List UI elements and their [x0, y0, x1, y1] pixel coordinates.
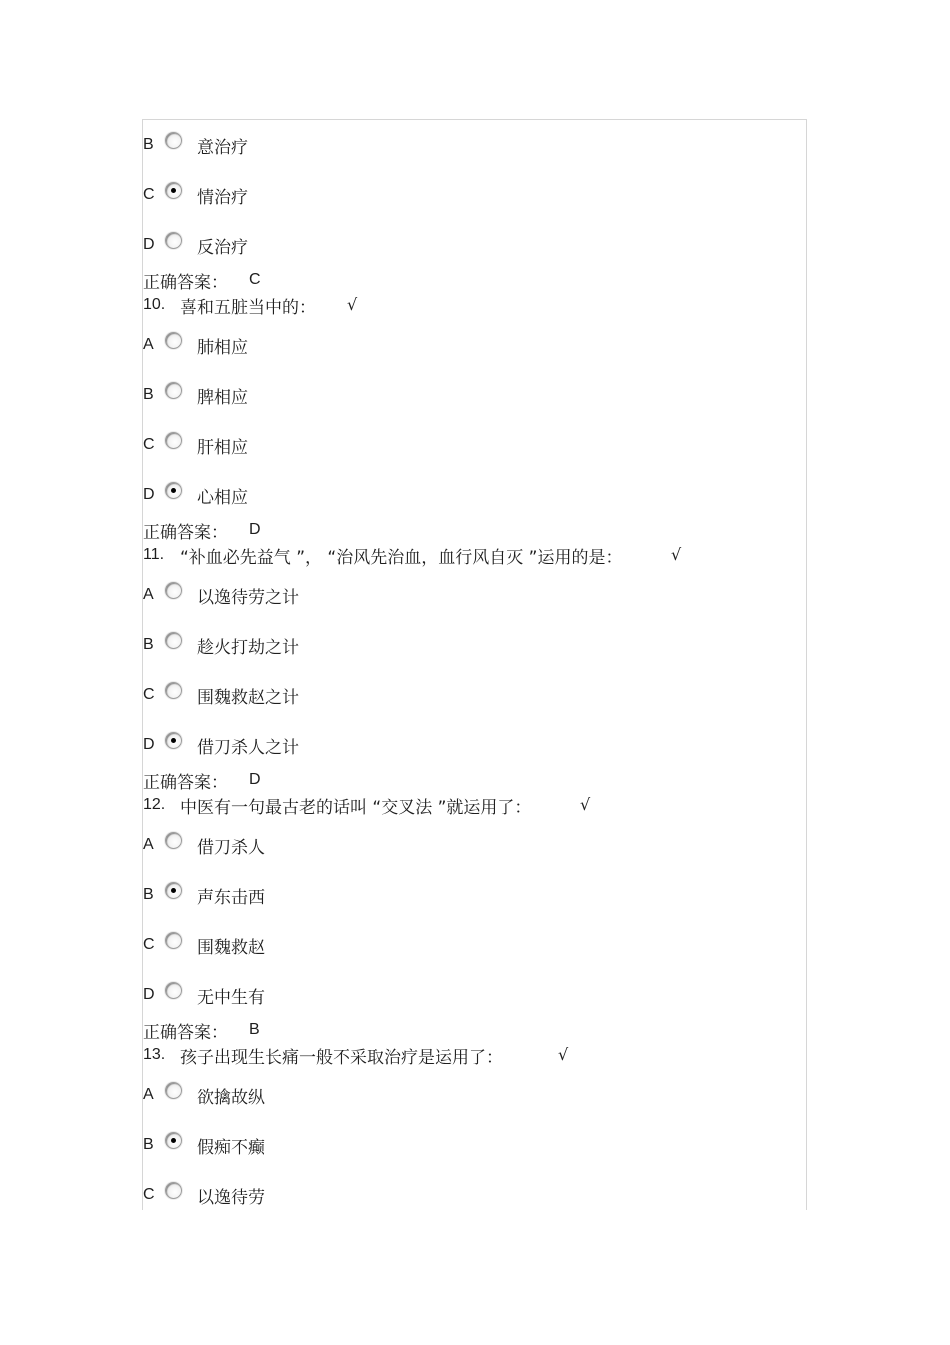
option-letter: C	[143, 186, 155, 203]
radio-button[interactable]	[165, 832, 182, 849]
question-row	[143, 290, 806, 320]
option-letter: D	[143, 486, 155, 503]
correct-answer-row	[143, 770, 806, 793]
correct-answer-label: 正确答案：	[143, 1022, 228, 1043]
radio-button[interactable]	[165, 332, 182, 349]
question-number: 10.	[143, 296, 166, 313]
option-row	[143, 170, 806, 220]
option-row	[143, 870, 806, 920]
option-row	[143, 720, 806, 770]
correct-answer-label: 正确答案：	[143, 272, 228, 293]
question-text: 喜和五脏当中的：	[180, 297, 316, 318]
correct-answer-value: B	[249, 1021, 260, 1038]
option-text: 反治疗	[197, 237, 248, 258]
option-text: 心相应	[197, 487, 248, 508]
radio-button[interactable]	[165, 632, 182, 649]
option-text: 意治疗	[197, 137, 248, 158]
radio-button[interactable]	[165, 1082, 182, 1099]
option-row	[143, 970, 806, 1020]
radio-button[interactable]	[165, 982, 182, 999]
question-row	[143, 1040, 806, 1070]
option-text: 以逸待劳之计	[197, 587, 299, 608]
check-mark: √	[580, 795, 591, 814]
radio-button[interactable]	[165, 382, 182, 399]
question-text: 孩子出现生长痛一般不采取治疗是运用了：	[180, 1047, 503, 1068]
option-text: 围魏救赵	[197, 937, 265, 958]
option-row	[143, 1120, 806, 1170]
option-letter: D	[143, 236, 155, 253]
option-text: 情治疗	[197, 187, 248, 208]
question-number: 11.	[143, 546, 165, 563]
option-letter: C	[143, 1186, 155, 1203]
correct-answer-row	[143, 270, 806, 293]
check-mark: √	[347, 295, 358, 314]
option-text: 借刀杀人	[197, 837, 265, 858]
option-letter: B	[143, 1136, 154, 1153]
option-letter: B	[143, 886, 154, 903]
question-text: 中医有一句最古老的话叫 “交叉法 ”就运用了：	[180, 797, 532, 818]
option-row	[143, 220, 806, 270]
question-block	[143, 1040, 806, 1210]
option-text: 肺相应	[197, 337, 248, 358]
question-block	[143, 790, 806, 1043]
option-letter: D	[143, 736, 155, 753]
option-text: 趁火打劫之计	[197, 637, 299, 658]
option-row	[143, 320, 806, 370]
question-text: “补血必先益气 ”， “治风先治血，血行风自灭 ”运用的是：	[180, 547, 623, 568]
question-number: 13.	[143, 1046, 166, 1063]
radio-button[interactable]	[165, 932, 182, 949]
option-text: 欲擒故纵	[197, 1087, 265, 1108]
option-text: 肝相应	[197, 437, 248, 458]
option-letter: B	[143, 386, 154, 403]
check-mark: √	[671, 545, 682, 564]
option-letter: A	[143, 1086, 154, 1103]
question-number: 12.	[143, 796, 166, 813]
option-text: 无中生有	[197, 987, 265, 1008]
radio-button[interactable]	[165, 882, 182, 899]
option-row	[143, 370, 806, 420]
radio-button[interactable]	[165, 432, 182, 449]
correct-answer-label: 正确答案：	[143, 772, 228, 793]
correct-answer-value: C	[249, 271, 261, 288]
question-row	[143, 790, 806, 820]
radio-button[interactable]	[165, 232, 182, 249]
option-letter: B	[143, 136, 154, 153]
question-block	[143, 290, 806, 543]
radio-button[interactable]	[165, 132, 182, 149]
radio-button[interactable]	[165, 732, 182, 749]
question-row	[143, 540, 806, 570]
option-row	[143, 1170, 806, 1210]
option-row	[143, 570, 806, 620]
option-text: 声东击西	[197, 887, 265, 908]
option-letter: C	[143, 436, 155, 453]
option-text: 假痴不癫	[197, 1137, 265, 1158]
option-row	[143, 420, 806, 470]
correct-answer-row	[143, 1020, 806, 1043]
option-text: 脾相应	[197, 387, 248, 408]
radio-button[interactable]	[165, 682, 182, 699]
correct-answer-value: D	[249, 521, 261, 538]
option-letter: A	[143, 836, 154, 853]
option-letter: C	[143, 686, 155, 703]
radio-button[interactable]	[165, 1132, 182, 1149]
check-mark: √	[558, 1045, 569, 1064]
option-text: 以逸待劳	[197, 1187, 265, 1208]
option-letter: A	[143, 336, 154, 353]
option-row	[143, 1070, 806, 1120]
option-row	[143, 670, 806, 720]
option-row	[143, 470, 806, 520]
radio-button[interactable]	[165, 482, 182, 499]
question-block	[143, 540, 806, 793]
correct-answer-label: 正确答案：	[143, 522, 228, 543]
option-letter: B	[143, 636, 154, 653]
radio-button[interactable]	[165, 182, 182, 199]
option-row	[143, 120, 806, 170]
correct-answer-row	[143, 520, 806, 543]
radio-button[interactable]	[165, 582, 182, 599]
radio-button[interactable]	[165, 1182, 182, 1199]
correct-answer-value: D	[249, 771, 261, 788]
option-text: 借刀杀人之计	[197, 737, 299, 758]
option-row	[143, 620, 806, 670]
option-letter: C	[143, 936, 155, 953]
quiz-page	[142, 119, 807, 1210]
question-block	[143, 120, 806, 293]
option-letter: D	[143, 986, 155, 1003]
option-row	[143, 820, 806, 870]
option-letter: A	[143, 586, 154, 603]
option-row	[143, 920, 806, 970]
option-text: 围魏救赵之计	[197, 687, 299, 708]
